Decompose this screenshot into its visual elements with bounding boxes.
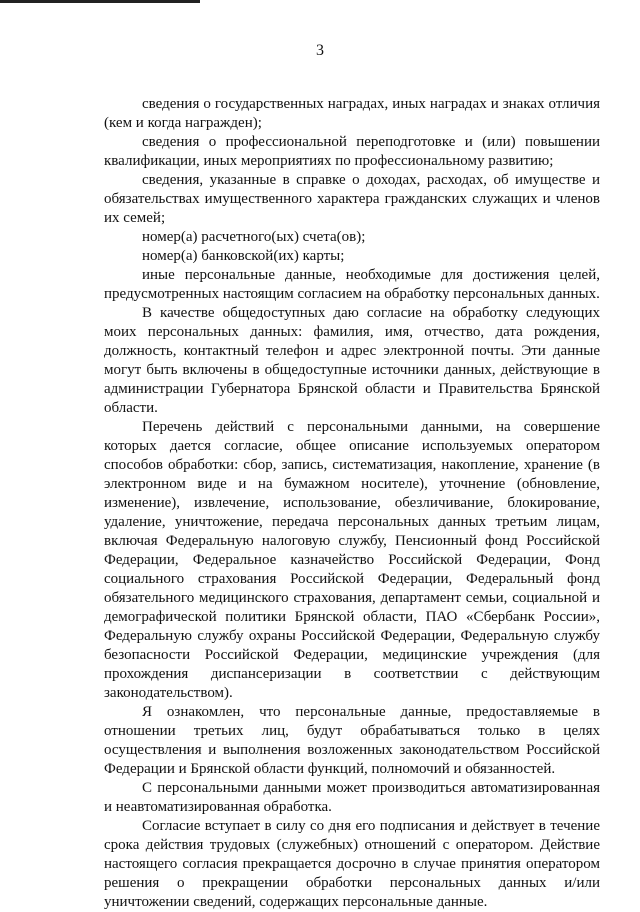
paragraph: В качестве общедоступных даю согласие на обработку следующих моих персональных данных: фамилия, имя, отчество, дата рождения, должность, контактный телефон и адрес электронной почты. Эти данные могут быть включены в общедоступные источники данных, действующие в администрации Губернатора Брянской области и Правительства Брянской области. bbox=[104, 305, 600, 416]
page-number: 3 bbox=[316, 42, 324, 59]
top-rule bbox=[0, 0, 200, 3]
document-body bbox=[104, 95, 600, 912]
paragraph: Я ознакомлен, что персональные данные, предоставляемые в отношении третьих лиц, будут обрабатываться только в целях осуществления и выполнения возложенных законодательством Российской Федерации и Брянской области функций, полномочий и обязанностей. bbox=[104, 704, 600, 777]
paragraph: сведения о государственных наградах, иных наградах и знаках отличия (кем и когда награжден); bbox=[104, 96, 600, 131]
paragraph: сведения о профессиональной переподготовке и (или) повышении квалификации, иных мероприятиях по профессиональному развитию; bbox=[104, 134, 600, 169]
paragraph: С персональными данными может производиться автоматизированная и неавтоматизированная обработка. bbox=[104, 780, 600, 815]
paragraph: номер(а) банковской(их) карты; bbox=[142, 248, 345, 264]
paragraph: сведения, указанные в справке о доходах, расходах, об имуществе и обязательствах имущественного характера гражданских служащих и членов их семей; bbox=[104, 172, 600, 226]
paragraph: Перечень действий с персональными данными, на совершение которых дается согласие, общее описание используемых оператором способов обработки: сбор, запись, систематизация, накопление, хранение (в электронном виде и на бумажном носителе), уточнение (обновление, изменение), извлечение, использование, обезличивание, блокирование, удаление, уничтожение, передача персональных данных третьим лицам, включая Федеральную налоговую службу, Пенсионный фонд Российской Федерации, Федеральное казначейство Российской Федерации, Фонд социального страхования Российской Федерации, Федеральный фонд обязательного медицинского страхования, департамент семьи, социальной и демографической политики Брянской области, ПАО «Сбербанк России», Федеральную службу охраны Российской Федерации, Федеральную службу безопасности Российской Федерации, медицинские учреждения (для прохождения диспансеризации в соответствии с действующим законодательством). bbox=[104, 419, 600, 701]
paragraph: номер(а) расчетного(ых) счета(ов); bbox=[142, 229, 366, 245]
paragraph: Согласие вступает в силу со дня его подписания и действует в течение срока действия трудовых (служебных) отношений с оператором. Действие настоящего согласия прекращается досрочно в случае принятия оператором решения о прекращении обработки персональных данных и/или уничтожении сведений, содержащих персональные данные. bbox=[104, 818, 600, 910]
paragraph: иные персональные данные, необходимые для достижения целей, предусмотренных настоящим согласием на обработку персональных данных. bbox=[104, 267, 600, 302]
